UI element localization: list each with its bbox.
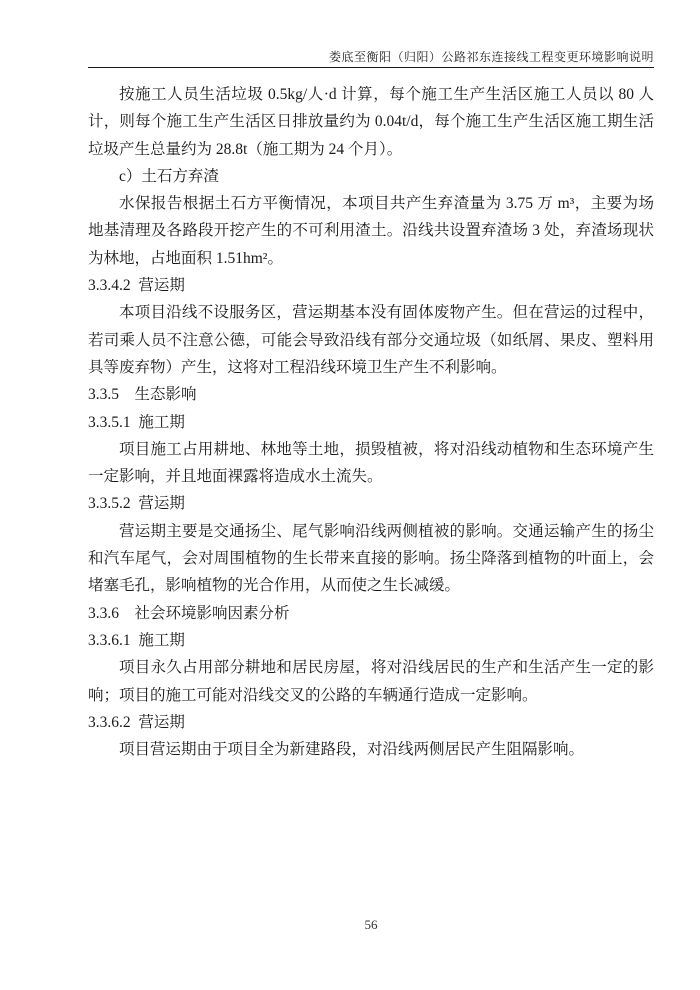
heading-3352-operation: 3.3.5.2 营运期 xyxy=(88,495,185,513)
paragraph-waste-calculation: 按施工人员生活垃圾 0.5kg/人·d 计算，每个施工生产生活区施工人员以 80 人计，则每个施工生产生活区日排放量约为 0.04t/d，每个施工生产生活区施工期生活垃圾产生总量约为 28.8t（施工期为 24 个月）。 xyxy=(88,86,654,158)
content-column xyxy=(88,0,654,763)
paragraph-ecology-construction: 项目施工占用耕地、林地等土地，损毁植被，将对沿线动植物和生态环境产生一定影响，并且地面裸露将造成水土流失。 xyxy=(88,440,654,486)
document-body xyxy=(88,81,654,763)
page-number: 56 xyxy=(364,917,378,932)
heading-3362-operation: 3.3.6.2 营运期 xyxy=(88,713,185,731)
paragraph-spoil-detail: 水保报告根据土石方平衡情况，本项目共产生弃渣量为 3.75 万 m³，主要为场地基清理及各路段开挖产生的不可利用渣土。沿线共设置弃渣场 3 处，弃渣场现状为林地，占地面积 1.51hm²。 xyxy=(88,195,654,267)
heading-336-social: 3.3.6 社会环境影响因素分析 xyxy=(88,604,290,622)
heading-3361-construction: 3.3.6.1 施工期 xyxy=(88,631,185,649)
heading-3342-operation: 3.3.4.2 营运期 xyxy=(88,277,185,295)
header-rule xyxy=(88,67,654,68)
header-title: 娄底至衡阳（归阳）公路祁东连接线工程变更环境影响说明 xyxy=(328,50,654,64)
paragraph-social-operation: 项目营运期由于项目全为新建路段，对沿线两侧居民产生阻隔影响。 xyxy=(119,741,585,759)
paragraph-operation-waste: 本项目沿线不设服务区，营运期基本没有固体废物产生。但在营运的过程中，若司乘人员不注意公德，可能会导致沿线有部分交通垃圾（如纸屑、果皮、塑料用具等废弃物）产生，这将对工程沿线环境卫生产生不利影响。 xyxy=(88,304,654,376)
page-header xyxy=(88,50,654,68)
heading-335-ecology: 3.3.5 生态影响 xyxy=(88,386,197,404)
heading-3351-construction: 3.3.5.1 施工期 xyxy=(88,413,185,431)
paragraph-ecology-operation: 营运期主要是交通扬尘、尾气影响沿线两侧植被的影响。交通运输产生的扬尘和汽车尾气，会对周围植物的生长带来直接的影响。扬尘降落到植物的叶面上，会堵塞毛孔，影响植物的光合作用，从而使之生长减缓。 xyxy=(88,522,654,595)
page-footer xyxy=(88,916,654,934)
subheading-spoil: c）土石方弃渣 xyxy=(119,167,219,185)
paragraph-social-construction: 项目永久占用部分耕地和居民房屋，将对沿线居民的生产和生活产生一定的影响；项目的施工可能对沿线交叉的公路的车辆通行造成一定影响。 xyxy=(88,659,654,704)
